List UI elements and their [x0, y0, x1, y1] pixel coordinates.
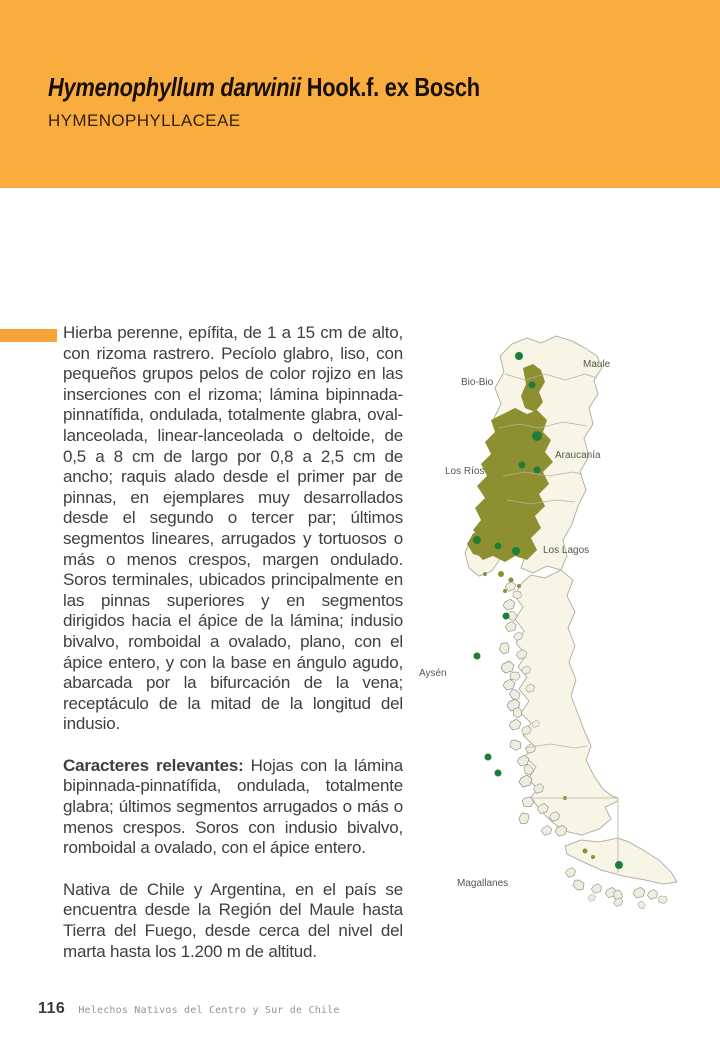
characters-paragraph	[63, 756, 403, 859]
page-number: 116	[38, 1000, 66, 1017]
distribution-dot	[615, 861, 623, 869]
distribution-dot	[485, 754, 492, 761]
book-title: Helechos Nativos del Centro y Sur de Chile	[78, 1005, 340, 1016]
distribution-dot	[519, 462, 526, 469]
species-author: Hook.f. ex Bosch	[300, 72, 480, 102]
distribution-dot	[512, 547, 520, 555]
map-label-aysen: Aysén	[419, 668, 447, 679]
distribution-dot	[474, 653, 481, 660]
section-marker-bar	[0, 329, 57, 342]
characters-text: Hojas con la lámina bipinnada-pinnatífida, ondulada, totalmente glabra; últimos segmentos arrugados o más o menos crespos. Soros con indusio bivalvo, romboidal a ovalado, con el ápice entero.	[63, 755, 403, 858]
map-label-maule: Maule	[583, 359, 611, 370]
chile-distribution-map	[415, 328, 710, 913]
map-label-losrios: Los Ríos	[445, 466, 485, 477]
map-label-biobio: Bio-Bio	[461, 377, 494, 388]
map-label-magallanes: Magallanes	[457, 878, 509, 889]
page-footer	[38, 1000, 340, 1018]
distribution-dot	[495, 770, 502, 777]
page-title	[48, 72, 480, 103]
distribution-dot	[473, 536, 481, 544]
header-band	[0, 0, 720, 188]
description-column	[63, 323, 403, 983]
distribution-dot	[515, 352, 523, 360]
distribution-paragraph: Nativa de Chile y Argentina, en el país se encuentra desde la Región del Maule hasta Tierra del Fuego, desde cerca del nivel del marta hasta los 1.200 m de altitud.	[63, 879, 403, 961]
family-name: HYMENOPHYLLACEAE	[48, 111, 241, 130]
characters-label: Caracteres relevantes:	[63, 755, 244, 775]
distribution-dot	[529, 382, 536, 389]
distribution-dot	[532, 431, 542, 441]
map-label-araucania: Araucanía	[555, 450, 601, 461]
distribution-dot	[495, 543, 502, 550]
map-label-loslagos: Los Lagos	[543, 545, 590, 556]
description-paragraph: Hierba perenne, epífita, de 1 a 15 cm de alto, con rizoma rastrero. Pecíolo glabro, liso, con pequeños grupos pelos de color rojizo en las inserciones con el rizoma; lámina bipinnada-pinnatífida, ondulada, totalmente glabra, oval-lanceolada, linear-lanceolada o deltoide, de 0,5 a 8 cm de largo por 0,8 a 2,5 cm de ancho; raquis alado desde el primer par de pinnas, en ejemplares muy desarrollados desde el segundo o tercer par; últimos segmentos lineares, arrugados y tortuosos o más o menos crespos, margen ondulado. Soros terminales, ubicados principalmente en las pinnas superiores y en segmentos dirigidos hacia el ápice de la lámina; indusio bivalvo, romboidal a ovalado, plano, con el ápice entero, y con la base en ángulo agudo, abarcada por la bifurcación de la vena; receptáculo de la mitad de la longitud del indusio.	[63, 323, 403, 734]
distribution-dot	[534, 467, 541, 474]
distribution-dot	[503, 613, 510, 620]
species-name: Hymenophyllum darwinii	[48, 72, 301, 102]
map-svg	[415, 328, 710, 913]
